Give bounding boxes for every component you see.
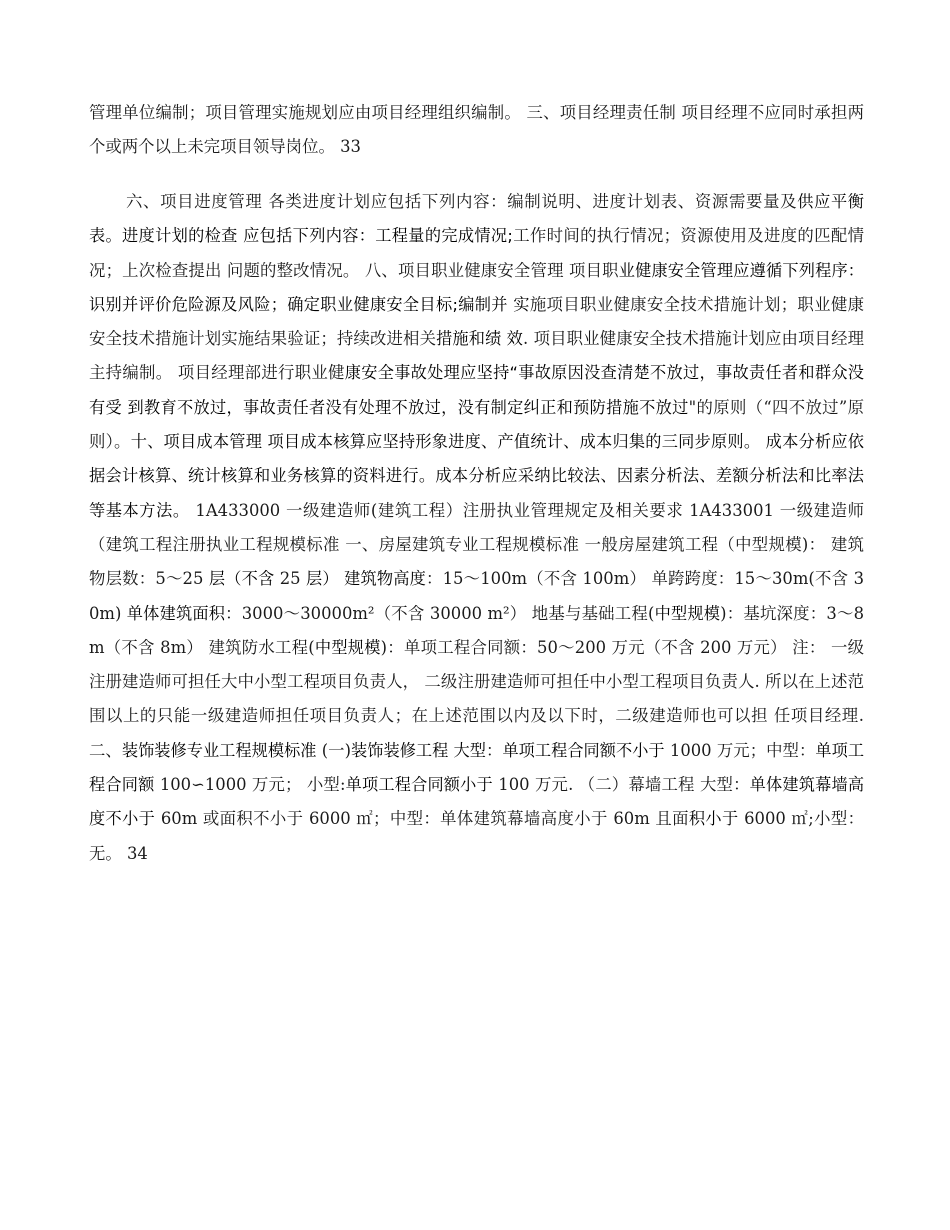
text-run: 中型规模 <box>314 637 381 657</box>
text-run: ：15～100m（不含 100m） 单跨跨度：15～30m(不含 30m) <box>89 569 864 623</box>
text-run: "的原则（“四不放过”原 则）。 <box>89 397 864 452</box>
text-run: 积小于 <box>688 809 739 829</box>
text-run: )：基坑深度：3～8m（不含 8m） 建筑防水工程( <box>89 603 864 657</box>
text-run: 装饰装修工程 大型 <box>351 740 486 760</box>
paragraph-2 <box>89 185 864 871</box>
text-run: 60m 或面积不小于 6000 ㎡；中型：单体建筑幕墙高度小于 60m 且面 <box>155 809 689 829</box>
text-run: 施项目职业健康安全技术措施计划；职业健康安全技术措施计划实施结果验证；持续改进相关 <box>89 294 864 349</box>
text-run: 6000 ㎡;小型：无。 34 <box>89 809 865 863</box>
text-run: 六、项目进度管理 各类进度计划应包括下列内容：编制说明、进度计划表、资源需要量及 <box>126 192 798 211</box>
text-run: 十、项目成本管理 项目成本核算应坚持形象进度、产值统计、成本归集的三同步原则。 成本分析应依据会计核算、统计核算和业务核算的资料进行。成本分析应采纳比较法、因素分析法、差额分析法和比率法等基本方法。 <box>89 432 864 520</box>
text-run: ： <box>486 740 503 760</box>
text-run: 业健康安全管理应遵循下列程序：识别并评价危险源及风险；确定职业健康安全目标;编制并 实 <box>89 260 864 314</box>
text-run: 单体建筑幕墙高度不小于 <box>89 775 865 829</box>
text-run: 100∽1000 万元； 小型: <box>154 775 346 795</box>
text-run: 单项工程合同额不小于 <box>502 740 665 760</box>
text-run: 100 万元. （二）幕墙工程 大型： <box>492 775 750 795</box>
text-run: 1A433000 一级建造师(建筑工程）注册执业管理规定及相关要求 1A433001 一级建造师（建筑工程注册执业工程规模标准 一、房屋建筑专业工程规模标准 一般房屋建筑工程（中型规模)： 建筑物层数：5～25 <box>89 500 865 589</box>
paragraph-1: 管理单位编制；项目管理实施规划应由项目经理组织编制。 三、项目经理责任制 项目经理不应同时承担两个或两个以上未完项目领导岗位。 33 <box>89 103 864 157</box>
text-run: . 项目职业健康安全技术措施计划应由项目经理主持编制。 项目经理部进行职业健 <box>89 329 865 383</box>
text-run: 中型规模 <box>654 603 721 623</box>
text-run: )：单项工程合同额：50～200 万元（不含 200 万元） 注： 一级注册建造师可担任大中小型工程项目负责人， 二级注册建造师可担任中小型工程项目负责人. 所以在上述范围以上的只能一级建造师担任项目负责人；在上述范围以内及以下时，二级建造师也可以担 任项目经理. 二、 <box>89 637 865 760</box>
text-run: 供应平衡表。进度计划的检查 应包括下列内容：工程量的完成情况; <box>89 192 864 246</box>
text-run: 25 <box>274 569 307 589</box>
text-run: ：3000～30000m²（不含 30000 m²） 地基与基础工程( <box>225 603 655 623</box>
text-run: 单体建筑面积 <box>126 603 226 623</box>
text-run: 工作时间的执行情况；资源使用及进度的匹配情况；上次检查提出 问题的整改情况。 八、项目职业健康安全管理 项目职 <box>89 226 864 280</box>
text-run: 康安全事故处理应坚持“事故原因没查清楚不放过，事故责任者和群众没有受 到教育不放过，事故责任者没有处理不放过，没有制定纠正和预防措施不放过 <box>89 363 864 417</box>
text-run: 单项工程合同额小于 <box>345 775 493 795</box>
text-run: (一) <box>316 740 352 760</box>
text-run: 1000 万元；中型： <box>664 740 816 760</box>
text-run: 装饰装修专业工程规模标准 <box>121 740 317 760</box>
text-run: 层（不含 <box>208 569 275 589</box>
text-run: 层） 建筑物高度 <box>306 569 427 589</box>
text-run: 措施和绩 效 <box>436 329 524 349</box>
text-run: 单项工程合同额 <box>89 740 865 795</box>
